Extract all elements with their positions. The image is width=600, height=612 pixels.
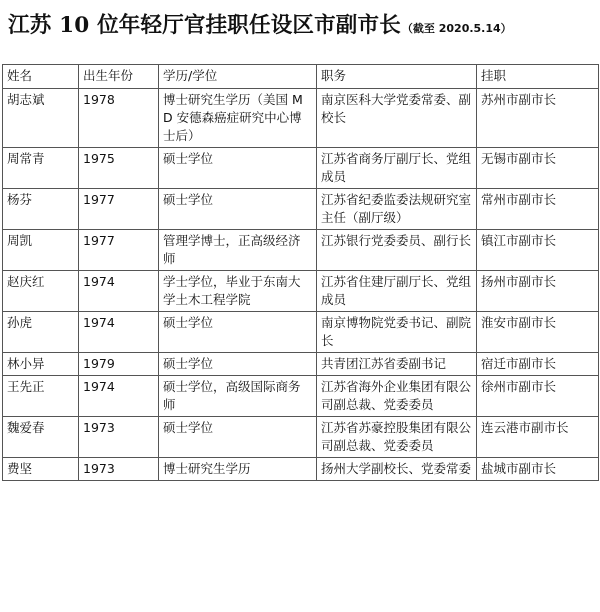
- table-row: [3, 148, 599, 189]
- table-row: [3, 230, 599, 271]
- cell-name: 费坚: [3, 458, 79, 481]
- cell-assignment: 淮安市副市长: [477, 312, 599, 353]
- cell-education: 硕士学位: [159, 148, 317, 189]
- header-birth-year: 出生年份: [79, 65, 159, 89]
- cell-position: 江苏省苏豪控股集团有限公司副总裁、党委委员: [317, 417, 477, 458]
- cell-education: 硕士学位: [159, 353, 317, 376]
- cell-birth-year: 1974: [79, 271, 159, 312]
- cell-birth-year: 1975: [79, 148, 159, 189]
- cell-education: 硕士学位: [159, 189, 317, 230]
- cell-education: 博士研究生学历（美国 MD 安德森癌症研究中心博士后）: [159, 89, 317, 148]
- cell-position: 南京博物院党委书记、副院长: [317, 312, 477, 353]
- cell-position: 江苏省海外企业集团有限公司副总裁、党委委员: [317, 376, 477, 417]
- header-name: 姓名: [3, 65, 79, 89]
- cell-name: 魏爱春: [3, 417, 79, 458]
- cell-position: 江苏省商务厅副厅长、党组成员: [317, 148, 477, 189]
- title-date-note: （截至 2020.5.14）: [401, 22, 512, 35]
- cell-education: 硕士学位: [159, 417, 317, 458]
- table-row: [3, 312, 599, 353]
- table-row: [3, 417, 599, 458]
- cell-assignment: 盐城市副市长: [477, 458, 599, 481]
- cell-position: 共青团江苏省委副书记: [317, 353, 477, 376]
- cell-birth-year: 1979: [79, 353, 159, 376]
- cell-assignment: 苏州市副市长: [477, 89, 599, 148]
- cell-name: 赵庆红: [3, 271, 79, 312]
- cell-assignment: 徐州市副市长: [477, 376, 599, 417]
- cell-position: 江苏省住建厅副厅长、党组成员: [317, 271, 477, 312]
- cell-birth-year: 1973: [79, 417, 159, 458]
- officials-table: [2, 64, 599, 481]
- table-row: [3, 89, 599, 148]
- cell-position: 江苏省纪委监委法规研究室主任（副厅级）: [317, 189, 477, 230]
- cell-education: 学士学位，毕业于东南大学土木工程学院: [159, 271, 317, 312]
- table-row: [3, 353, 599, 376]
- cell-name: 杨芬: [3, 189, 79, 230]
- table-row: [3, 189, 599, 230]
- cell-name: 周凯: [3, 230, 79, 271]
- table-row: [3, 458, 599, 481]
- cell-name: 孙虎: [3, 312, 79, 353]
- cell-name: 王先正: [3, 376, 79, 417]
- cell-name: 林小异: [3, 353, 79, 376]
- cell-birth-year: 1977: [79, 230, 159, 271]
- cell-assignment: 扬州市副市长: [477, 271, 599, 312]
- cell-birth-year: 1974: [79, 376, 159, 417]
- cell-education: 硕士学位: [159, 312, 317, 353]
- cell-birth-year: 1973: [79, 458, 159, 481]
- cell-position: 江苏银行党委委员、副行长: [317, 230, 477, 271]
- cell-assignment: 常州市副市长: [477, 189, 599, 230]
- cell-assignment: 连云港市副市长: [477, 417, 599, 458]
- cell-birth-year: 1978: [79, 89, 159, 148]
- header-position: 职务: [317, 65, 477, 89]
- page-title: 江苏 10 位年轻厅官挂职任设区市副市长: [8, 13, 401, 38]
- cell-birth-year: 1977: [79, 189, 159, 230]
- cell-education: 博士研究生学历: [159, 458, 317, 481]
- table-row: [3, 271, 599, 312]
- header-education: 学历/学位: [159, 65, 317, 89]
- title-row: [8, 8, 512, 58]
- cell-assignment: 无锡市副市长: [477, 148, 599, 189]
- cell-name: 周常青: [3, 148, 79, 189]
- cell-position: 扬州大学副校长、党委常委: [317, 458, 477, 481]
- header-assignment: 挂职: [477, 65, 599, 89]
- cell-education: 管理学博士，正高级经济师: [159, 230, 317, 271]
- cell-name: 胡志斌: [3, 89, 79, 148]
- cell-education: 硕士学位，高级国际商务师: [159, 376, 317, 417]
- cell-assignment: 宿迁市副市长: [477, 353, 599, 376]
- cell-birth-year: 1974: [79, 312, 159, 353]
- cell-position: 南京医科大学党委常委、副校长: [317, 89, 477, 148]
- table-row: [3, 376, 599, 417]
- table-header-row: [3, 65, 599, 89]
- cell-assignment: 镇江市副市长: [477, 230, 599, 271]
